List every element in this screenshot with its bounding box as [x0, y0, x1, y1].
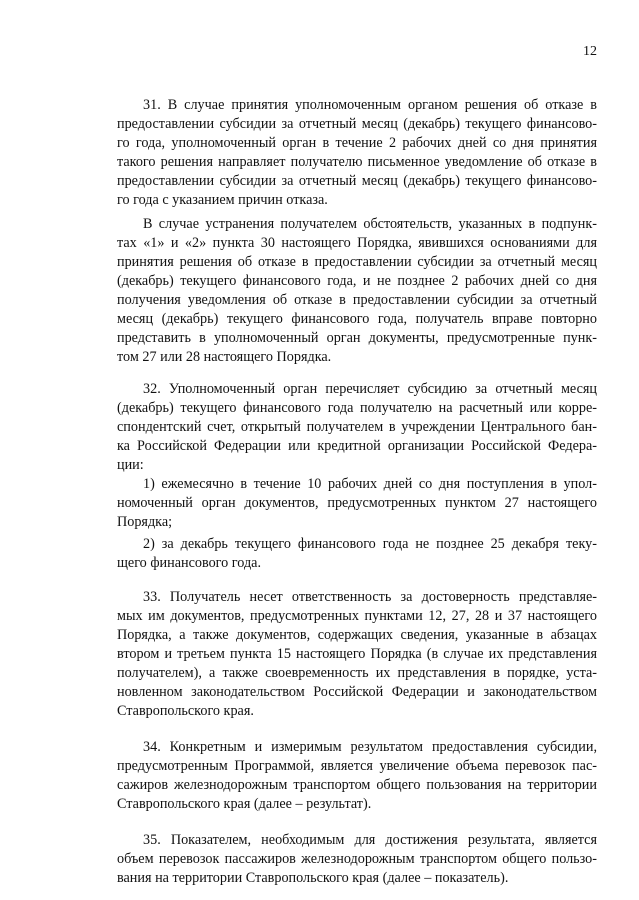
text-line: В случае устранения получателем обстоятельств, указанных в подпунк-: [143, 216, 597, 232]
text-line: мых им документов, предусмотренных пунктами 12, 27, 28 и 37 настоящего: [117, 608, 597, 624]
text-line: сажиров железнодорожным транспортом общего пользования на территории: [117, 777, 597, 793]
text-line: 33. Получатель несет ответственность за достоверность представляе-: [143, 589, 597, 605]
text-line: принятия решения об отказе в предоставлении субсидии за отчетный месяц: [117, 254, 597, 270]
text-line: предоставлении субсидии за отчетный месяц (декабрь) текущего финансово-: [117, 116, 597, 132]
text-line: вания на территории Ставропольского края (далее – показатель).: [117, 870, 509, 886]
text-line: го года, уполномоченный орган в течение 2 рабочих дней со дня принятия: [117, 135, 597, 151]
text-line: щего финансового года.: [117, 555, 262, 571]
text-line: 31. В случае принятия уполномоченным органом решения об отказе в: [143, 97, 597, 113]
text-line: Ставропольского края (далее – результат).: [117, 796, 372, 812]
text-line: получателем), а также своевременность их представления в порядке, уста-: [117, 665, 597, 681]
text-line: том 27 или 28 настоящего Порядка.: [117, 349, 332, 365]
text-line: го года с указанием причин отказа.: [117, 192, 328, 208]
text-line: номоченный орган документов, предусмотренных пунктом 27 настоящего: [117, 495, 597, 511]
text-line: Порядка;: [117, 514, 173, 530]
text-line: предоставлении субсидии за отчетный месяц (декабрь) текущего финансово-: [117, 173, 597, 189]
text-line: (декабрь) текущего финансового года получателю на расчетный или корре-: [117, 400, 597, 416]
text-line: объем перевозок пассажиров железнодорожным транспортом общего пользо-: [117, 851, 597, 867]
text-line: ка Российской Федерации или кредитной организации Российской Федера-: [117, 438, 597, 454]
text-line: 2) за декабрь текущего финансового года не позднее 25 декабря теку-: [143, 536, 597, 552]
text-line: представить в уполномоченный орган документы, предусмотренные пунк-: [117, 330, 597, 346]
text-line: месяц (декабрь) текущего финансового года, получатель вправе повторно: [117, 311, 597, 327]
text-line: (декабрь) текущего финансового года, и не позднее 2 рабочих дней со дня: [117, 273, 597, 289]
text-line: 1) ежемесячно в течение 10 рабочих дней со дня поступления в упол-: [143, 476, 597, 492]
text-line: спондентский счет, открытый получателем в учреждении Центрального бан-: [117, 419, 597, 435]
text-line: Порядка, а также документов, содержащих сведения, указанные в абзацах: [117, 627, 597, 643]
text-line: 35. Показателем, необходимым для достижения результата, является: [143, 832, 597, 848]
text-line: втором и третьем пункта 15 настоящего Порядка (в случае их представления: [117, 646, 597, 662]
text-line: предусмотренным Программой, является увеличение объема перевозок пас-: [117, 758, 597, 774]
text-line: получения уведомления об отказе в предоставлении субсидии за отчетный: [117, 292, 597, 308]
text-line: 32. Уполномоченный орган перечисляет субсидию за отчетный месяц: [143, 381, 597, 397]
text-line: ции:: [117, 457, 144, 473]
text-line: новленном законодательством Российской Федерации и законодательством: [117, 684, 597, 700]
page-number: 12: [583, 44, 597, 59]
text-line: такого решения направляет получателю письменное уведомление об отказе в: [117, 154, 597, 170]
text-line: 34. Конкретным и измеримым результатом предоставления субсидии,: [143, 739, 597, 755]
text-line: Ставропольского края.: [117, 703, 254, 719]
text-line: тах «1» и «2» пункта 30 настоящего Порядка, явившихся основаниями для: [117, 235, 597, 251]
